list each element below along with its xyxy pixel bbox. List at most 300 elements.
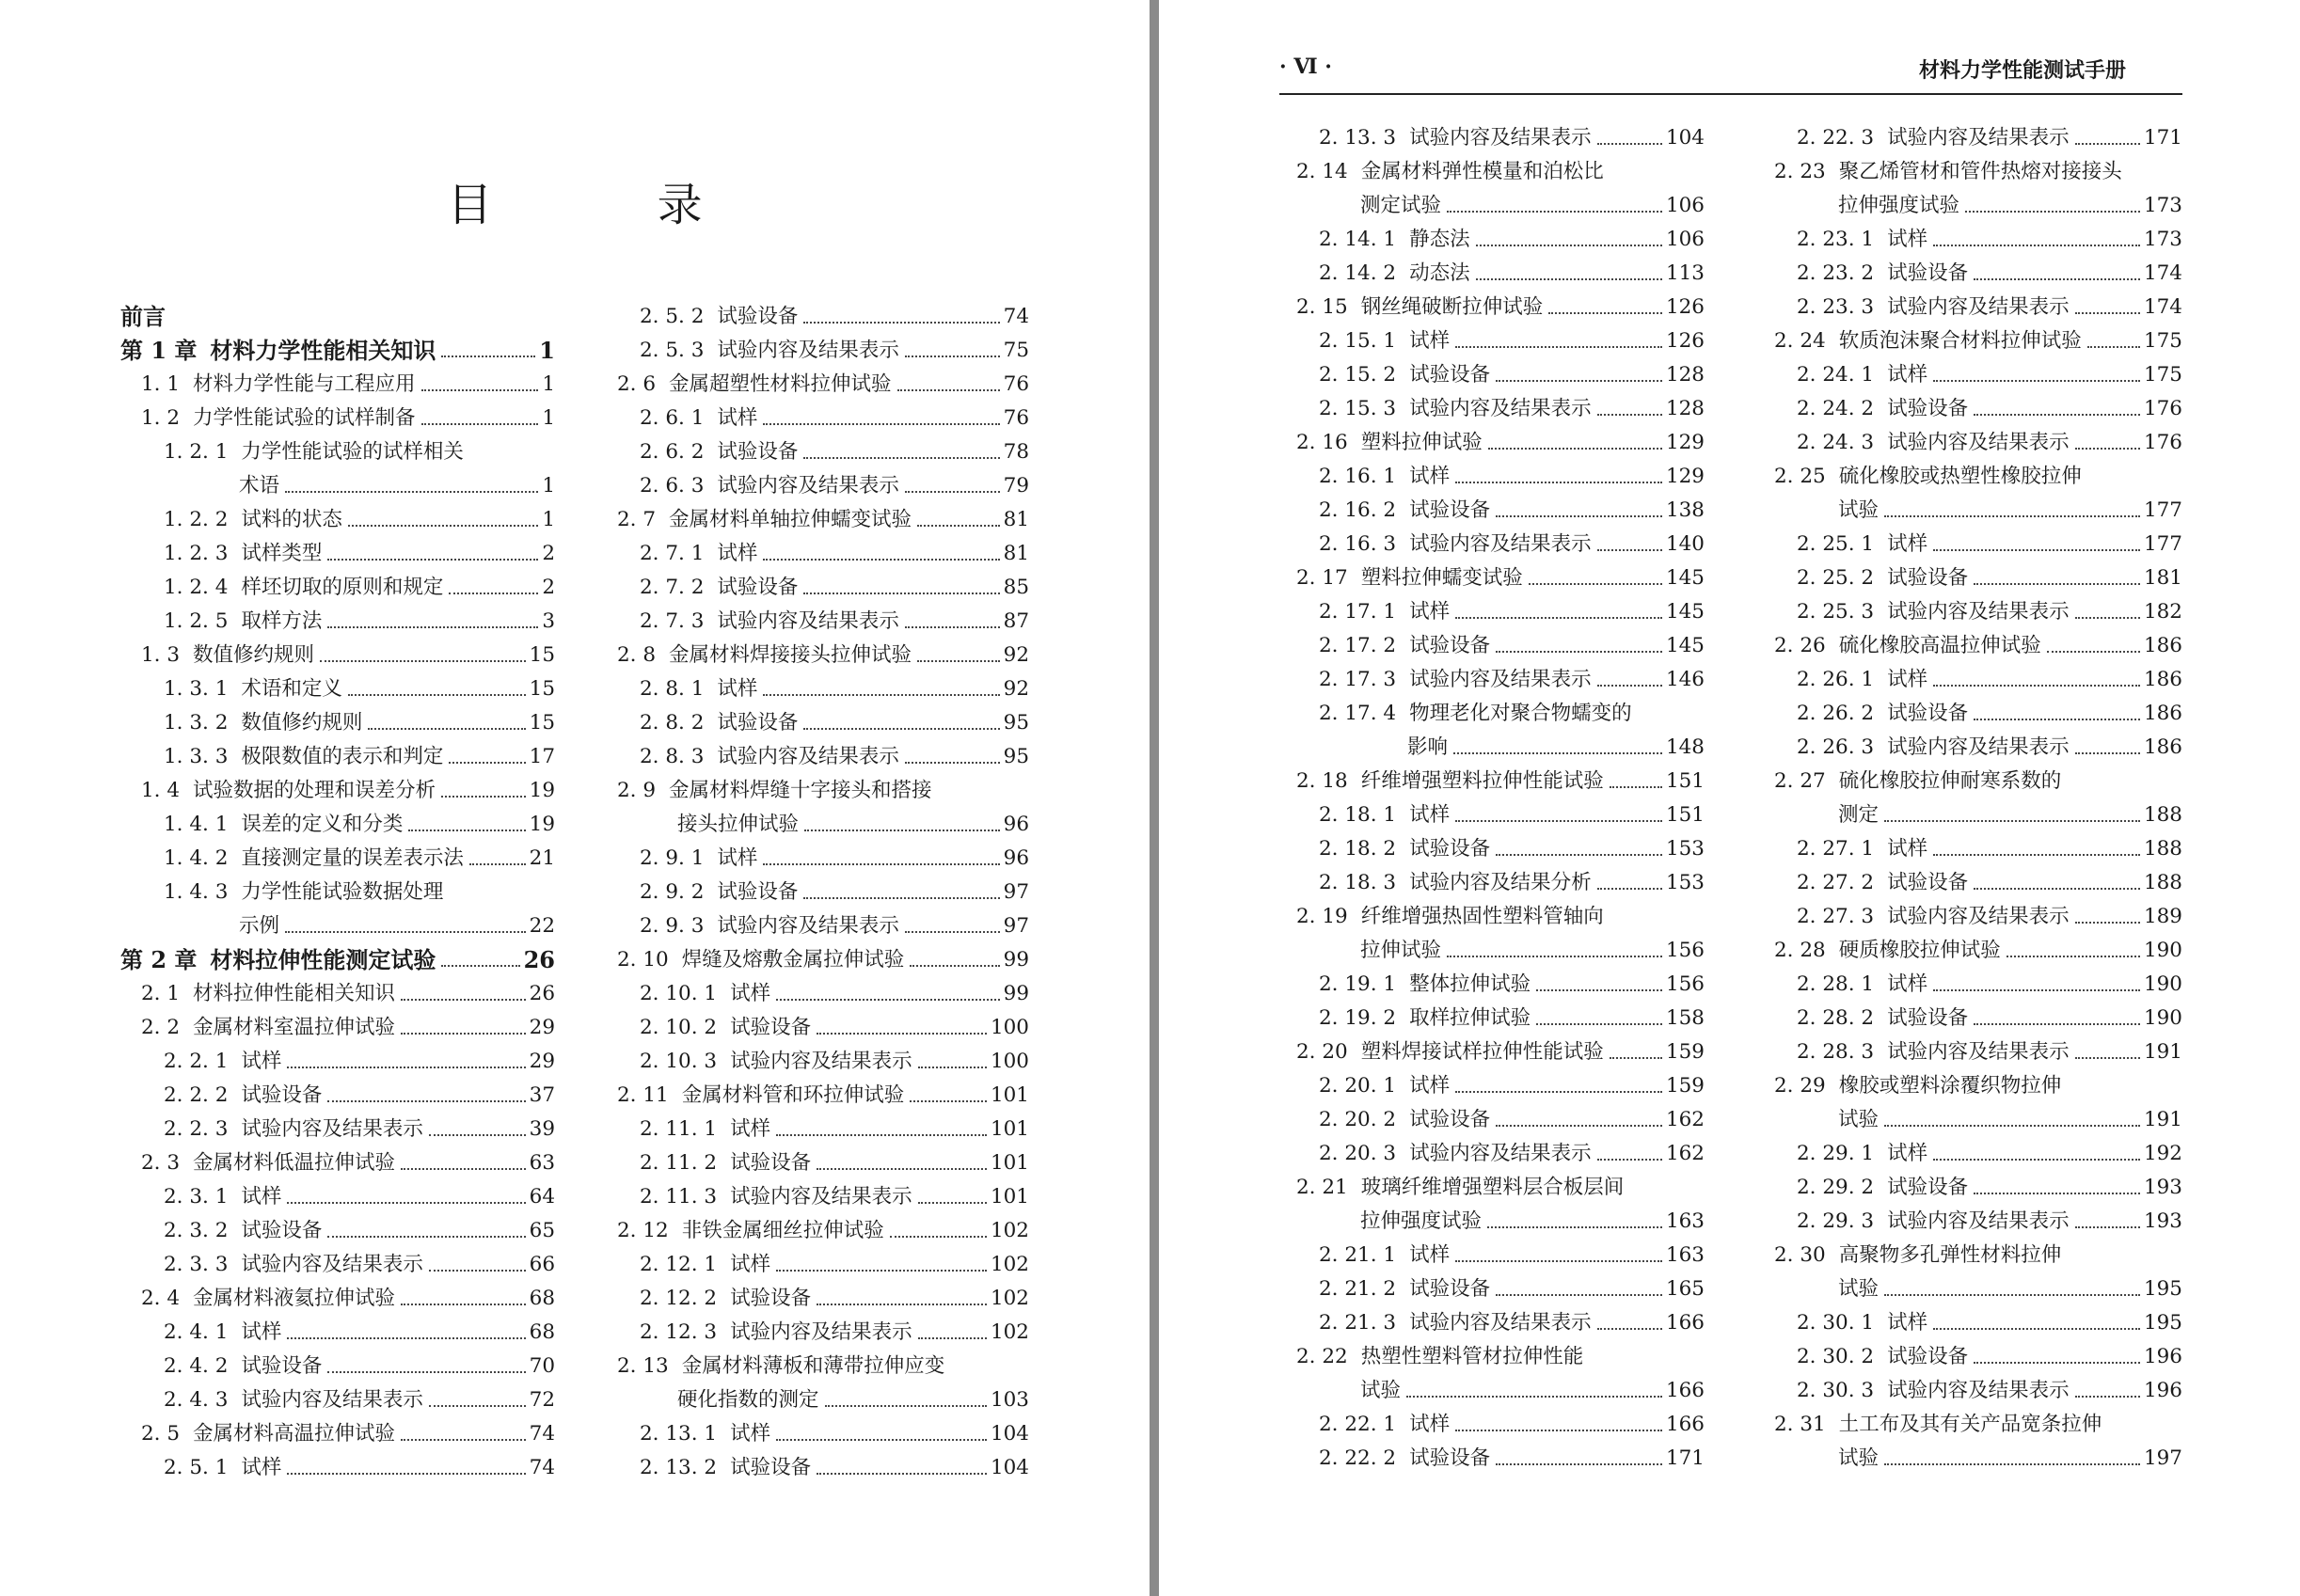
toc-entry-title: 金属材料高温拉伸试验 bbox=[193, 1422, 396, 1446]
toc-entry bbox=[617, 296, 1029, 330]
toc-entry-number: 2. 6. 1 bbox=[640, 406, 705, 430]
toc-page-number: 156 bbox=[1665, 972, 1705, 996]
toc-entry bbox=[120, 838, 555, 872]
toc-entry-title: 试验内容及结果表示 bbox=[1887, 1379, 2070, 1402]
toc-entry bbox=[1296, 727, 1705, 761]
leader-dots bbox=[817, 1473, 987, 1475]
toc-entry-title: 试验 bbox=[1838, 1277, 1880, 1301]
toc-entry-number: 2. 8. 1 bbox=[640, 677, 705, 701]
leader-dots bbox=[1933, 854, 2140, 856]
toc-page-number: 174 bbox=[2143, 295, 2182, 319]
toc-entry-number: 2. 21. 3 bbox=[1319, 1311, 1397, 1335]
toc-entry-title: 试验设备 bbox=[717, 711, 799, 735]
toc-entry-title: 金属材料焊接接头拉伸试验 bbox=[669, 643, 912, 667]
toc-entry-title: 试验 bbox=[1838, 498, 1880, 522]
leader-dots bbox=[776, 1134, 987, 1136]
leader-dots bbox=[776, 1270, 987, 1272]
toc-entry-number: 2. 27. 2 bbox=[1797, 871, 1875, 894]
toc-entry-title: 试样 bbox=[1887, 1311, 1928, 1335]
toc-entry bbox=[617, 1041, 1029, 1075]
toc-chapter-entry bbox=[120, 940, 555, 973]
toc-page-number: 140 bbox=[1665, 532, 1705, 556]
toc-entry-title: 试验设备 bbox=[1887, 702, 1969, 725]
toc-entry-number: 2. 11. 3 bbox=[640, 1185, 718, 1209]
toc-entry bbox=[1296, 456, 1705, 490]
leader-dots bbox=[401, 1439, 526, 1441]
toc-entry-title: 试验设备 bbox=[241, 1219, 323, 1242]
toc-page-number: 104 bbox=[990, 1456, 1029, 1479]
toc-page-number: 138 bbox=[1665, 498, 1705, 522]
leader-dots bbox=[905, 491, 1000, 493]
leader-dots bbox=[1933, 549, 2140, 551]
leader-dots bbox=[1610, 786, 1662, 788]
toc-entry-title: 数值修约规则 bbox=[241, 711, 363, 735]
leader-dots bbox=[287, 1337, 525, 1339]
toc-entry bbox=[617, 398, 1029, 432]
toc-page-number: 148 bbox=[1665, 735, 1705, 759]
toc-entry-number: 2. 15 bbox=[1296, 295, 1348, 319]
toc-entry-title: 软质泡沫聚合材料拉伸试验 bbox=[1838, 329, 2082, 353]
toc-entry-number: 2. 23 bbox=[1774, 160, 1826, 183]
leader-dots bbox=[2075, 922, 2140, 924]
leader-dots bbox=[327, 626, 538, 628]
toc-entry bbox=[1296, 1201, 1705, 1235]
toc-page-number: 188 bbox=[2143, 803, 2182, 827]
toc-page-number: 186 bbox=[2143, 634, 2182, 657]
toc-entry-title: 金属材料弹性模量和泊松比 bbox=[1360, 160, 1604, 183]
toc-entry-title: 测定 bbox=[1838, 803, 1880, 827]
toc-entry-title: 静态法 bbox=[1409, 228, 1470, 251]
toc-entry-title: 试验内容及结果表示 bbox=[1409, 532, 1592, 556]
toc-entry-number: 2. 12 bbox=[617, 1219, 669, 1242]
toc-page-number: 153 bbox=[1665, 837, 1705, 861]
toc-entry-number: 2. 30. 3 bbox=[1797, 1379, 1875, 1402]
toc-entry-title: 拉伸强度试验 bbox=[1838, 194, 1960, 217]
toc-entry bbox=[1296, 219, 1705, 253]
toc-entry bbox=[120, 466, 555, 499]
toc-page-number: 165 bbox=[1665, 1277, 1705, 1301]
toc-page-number: 162 bbox=[1665, 1142, 1705, 1165]
leader-dots bbox=[1974, 888, 2140, 890]
leader-dots bbox=[1455, 482, 1662, 483]
toc-entry bbox=[1296, 118, 1705, 151]
toc-entry-number: 2. 26 bbox=[1774, 634, 1826, 657]
toc-entry-title: 试验设备 bbox=[1409, 1277, 1491, 1301]
toc-entry bbox=[120, 1278, 555, 1312]
toc-entry-title: 材料拉伸性能测定试验 bbox=[210, 946, 436, 973]
toc-entry bbox=[1296, 490, 1705, 524]
toc-entry bbox=[617, 1278, 1029, 1312]
toc-page-number: 101 bbox=[990, 1117, 1029, 1141]
toc-page-number: 64 bbox=[529, 1185, 555, 1209]
toc-entry-title: 取样拉伸试验 bbox=[1409, 1006, 1531, 1030]
toc-entry-title: 试样 bbox=[1409, 600, 1451, 624]
leader-dots bbox=[287, 1202, 525, 1204]
toc-entry bbox=[120, 567, 555, 601]
toc-column-right-1 bbox=[1296, 118, 1705, 1472]
leader-dots bbox=[2075, 1396, 2140, 1398]
toc-entry-number: 2. 22 bbox=[1296, 1345, 1348, 1368]
toc-page-number: 190 bbox=[2143, 1006, 2182, 1030]
toc-page-number: 195 bbox=[2143, 1311, 2182, 1335]
toc-entry-title: 硬质橡胶拉伸试验 bbox=[1838, 939, 2001, 962]
leader-dots bbox=[1974, 719, 2140, 720]
toc-entry-number: 2. 24. 1 bbox=[1797, 363, 1875, 387]
toc-entry-title: 试验内容及结果表示 bbox=[1887, 126, 2070, 150]
toc-entry bbox=[1296, 625, 1705, 659]
toc-page-number: 101 bbox=[990, 1083, 1029, 1107]
leader-dots bbox=[327, 1100, 525, 1102]
leader-dots bbox=[449, 762, 525, 764]
toc-entry-number: 2. 9. 2 bbox=[640, 880, 705, 904]
toc-entry-number: 1. 2. 1 bbox=[164, 440, 229, 464]
toc-entry-title: 试样 bbox=[717, 677, 758, 701]
toc-entry-title: 金属材料管和环拉伸试验 bbox=[681, 1083, 905, 1107]
leader-dots bbox=[897, 389, 1000, 391]
leader-dots bbox=[348, 525, 538, 527]
toc-entry bbox=[120, 499, 555, 533]
toc-page-number: 113 bbox=[1665, 261, 1705, 285]
toc-page-number: 26 bbox=[523, 946, 555, 973]
toc-entry-title: 橡胶或塑料涂覆织物拉伸 bbox=[1838, 1074, 2062, 1098]
toc-entry-title: 试样 bbox=[241, 1185, 282, 1209]
toc-page-number: 101 bbox=[990, 1151, 1029, 1175]
leader-dots bbox=[320, 660, 526, 662]
toc-page-number: 19 bbox=[529, 813, 555, 836]
toc-entry-title: 试验内容及结果分析 bbox=[1409, 871, 1592, 894]
toc-entry-number: 2. 17. 4 bbox=[1319, 702, 1397, 725]
toc-entry-title: 试验设备 bbox=[1887, 1345, 1969, 1368]
toc-entry bbox=[617, 1244, 1029, 1278]
toc-entry-number: 2. 8. 2 bbox=[640, 711, 705, 735]
toc-entry-number: 2. 10. 1 bbox=[640, 982, 718, 1005]
leader-dots bbox=[1496, 854, 1662, 856]
toc-entry bbox=[617, 906, 1029, 940]
toc-page-number: 29 bbox=[529, 1050, 555, 1073]
toc-entry-title: 试验内容及结果表示 bbox=[1409, 1311, 1592, 1335]
toc-page-number: 15 bbox=[529, 677, 555, 701]
toc-page-number: 159 bbox=[1665, 1074, 1705, 1098]
toc-chapter-entry bbox=[120, 330, 555, 364]
toc-entry-title: 试验设备 bbox=[730, 1151, 812, 1175]
toc-entry bbox=[120, 703, 555, 736]
toc-entry bbox=[120, 1109, 555, 1143]
toc-page-number: 17 bbox=[529, 745, 555, 768]
toc-entry-number: 2. 4. 2 bbox=[164, 1354, 229, 1378]
toc-entry-number: 2. 10. 3 bbox=[640, 1050, 718, 1073]
toc-page-number: 15 bbox=[529, 643, 555, 667]
toc-entry-number: 2. 10 bbox=[617, 948, 669, 972]
leader-dots bbox=[1933, 685, 2140, 687]
toc-entry bbox=[1296, 964, 1705, 998]
toc-page-number: 163 bbox=[1665, 1243, 1705, 1267]
toc-entry bbox=[1774, 1235, 2182, 1269]
toc-entry bbox=[1774, 727, 2182, 761]
toc-entry-title: 纤维增强热固性塑料管轴向 bbox=[1360, 905, 1604, 928]
toc-column-left-2 bbox=[617, 296, 1029, 1481]
toc-entry-number: 2. 13. 3 bbox=[1319, 126, 1397, 150]
leader-dots bbox=[905, 356, 1000, 357]
leader-dots bbox=[763, 863, 999, 865]
toc-entry-number: 2. 5. 2 bbox=[640, 305, 705, 328]
toc-entry-number: 2. 20. 1 bbox=[1319, 1074, 1397, 1098]
leader-dots bbox=[825, 1405, 987, 1407]
toc-entry-title: 接头拉伸试验 bbox=[677, 813, 800, 836]
leader-dots bbox=[890, 1236, 987, 1238]
toc-page-number: 100 bbox=[990, 1050, 1029, 1073]
toc-entry bbox=[1774, 1269, 2182, 1303]
toc-entry-number: 第 1 章 bbox=[120, 337, 198, 364]
toc-entry-title: 试验内容及结果表示 bbox=[730, 1320, 912, 1344]
toc-entry bbox=[1774, 625, 2182, 659]
toc-entry-number: 2. 18. 3 bbox=[1319, 871, 1397, 894]
toc-entry bbox=[617, 1380, 1029, 1414]
toc-page-number: 191 bbox=[2143, 1040, 2182, 1064]
toc-entry-title: 直接测定量的误差表示法 bbox=[241, 846, 464, 870]
leader-dots bbox=[776, 999, 1000, 1001]
toc-entry bbox=[120, 736, 555, 770]
toc-entry bbox=[120, 1177, 555, 1210]
toc-entry bbox=[1296, 1438, 1705, 1472]
leader-dots bbox=[1536, 1023, 1662, 1025]
toc-entry-number: 2. 19 bbox=[1296, 905, 1348, 928]
toc-entry bbox=[1774, 355, 2182, 388]
leader-dots bbox=[1455, 820, 1662, 822]
toc-entry-number: 2. 21. 2 bbox=[1319, 1277, 1397, 1301]
toc-title: 目 录 bbox=[447, 179, 778, 231]
toc-entry-title: 数值修约规则 bbox=[193, 643, 315, 667]
leader-dots bbox=[1476, 245, 1662, 246]
toc-page-number: 81 bbox=[1003, 542, 1029, 565]
toc-entry-title: 试验设备 bbox=[241, 1354, 323, 1378]
leader-dots bbox=[287, 1473, 525, 1475]
leader-dots bbox=[1933, 380, 2140, 382]
toc-entry bbox=[120, 398, 555, 432]
toc-entry-number: 2. 16. 1 bbox=[1319, 465, 1397, 488]
toc-page-number: 21 bbox=[529, 846, 555, 870]
toc-entry-number: 2. 24 bbox=[1774, 329, 1826, 353]
leader-dots bbox=[803, 322, 999, 324]
toc-entry bbox=[1296, 253, 1705, 287]
toc-page-number: 96 bbox=[1003, 846, 1029, 870]
toc-entry-number: 2. 9 bbox=[617, 779, 657, 802]
toc-entry-title: 试验设备 bbox=[730, 1287, 812, 1310]
toc-entry-title: 试验设备 bbox=[717, 305, 799, 328]
toc-entry bbox=[1774, 1032, 2182, 1066]
toc-page-number: 129 bbox=[1665, 431, 1705, 454]
toc-entry-title: 塑料焊接试样拉伸性能试验 bbox=[1360, 1040, 1604, 1064]
toc-entry bbox=[120, 1007, 555, 1041]
leader-dots bbox=[1597, 685, 1662, 687]
leader-dots bbox=[1597, 1159, 1662, 1161]
leader-dots bbox=[327, 1236, 525, 1238]
toc-entry-title: 硫化橡胶高温拉伸试验 bbox=[1838, 634, 2041, 657]
leader-dots bbox=[421, 389, 539, 391]
toc-page-number: 104 bbox=[1665, 126, 1705, 150]
toc-entry-number: 2. 22. 2 bbox=[1319, 1446, 1397, 1470]
toc-page-number: 66 bbox=[529, 1253, 555, 1276]
toc-entry-title: 力学性能试验的试样相关 bbox=[241, 440, 464, 464]
toc-entry-title: 金属超塑性材料拉伸试验 bbox=[669, 372, 892, 396]
toc-entry-title: 术语 bbox=[239, 474, 280, 498]
toc-entry-number: 2. 12. 2 bbox=[640, 1287, 718, 1310]
leader-dots bbox=[1933, 1328, 2140, 1330]
toc-entry bbox=[1296, 1269, 1705, 1303]
leader-dots bbox=[1447, 211, 1662, 213]
toc-entry-number: 1. 2. 3 bbox=[164, 542, 229, 565]
leader-dots bbox=[401, 1168, 526, 1170]
leader-dots bbox=[401, 1304, 526, 1305]
leader-dots bbox=[441, 965, 519, 967]
toc-page-number: 1 bbox=[542, 474, 555, 498]
leader-dots bbox=[1453, 752, 1662, 754]
toc-entry-title: 聚乙烯管材和管件热熔对接接头 bbox=[1838, 160, 2122, 183]
toc-entry-title: 试样 bbox=[241, 1050, 282, 1073]
toc-entry-number: 2. 25. 2 bbox=[1797, 566, 1875, 590]
toc-page-number: 99 bbox=[1003, 948, 1029, 972]
toc-entry-title: 误差的定义和分类 bbox=[241, 813, 404, 836]
toc-entry bbox=[120, 1244, 555, 1278]
toc-entry bbox=[617, 635, 1029, 669]
toc-entry bbox=[120, 973, 555, 1007]
leader-dots bbox=[817, 1168, 987, 1170]
toc-entry bbox=[120, 364, 555, 398]
toc-entry-title: 动态法 bbox=[1409, 261, 1470, 285]
toc-entry-number: 2. 7 bbox=[617, 508, 657, 531]
toc-entry-number: 2. 27. 3 bbox=[1797, 905, 1875, 928]
leader-dots bbox=[1884, 1125, 2140, 1127]
toc-page-number: 97 bbox=[1003, 880, 1029, 904]
toc-entry-title: 试验设备 bbox=[1409, 1446, 1491, 1470]
toc-entry-number: 1. 4. 2 bbox=[164, 846, 229, 870]
toc-entry-title: 示例 bbox=[239, 914, 280, 938]
leader-dots bbox=[1965, 211, 2140, 213]
toc-entry-title: 试料的状态 bbox=[241, 508, 342, 531]
toc-entry-title: 试样 bbox=[1887, 228, 1928, 251]
toc-page-number: 68 bbox=[529, 1320, 555, 1344]
toc-entry-number: 2. 19. 2 bbox=[1319, 1006, 1397, 1030]
toc-entry-title: 试验数据的处理和误差分析 bbox=[193, 779, 436, 802]
toc-entry-number: 2. 25. 1 bbox=[1797, 532, 1875, 556]
toc-entry bbox=[1296, 693, 1705, 727]
toc-entry-number: 2. 25 bbox=[1774, 465, 1826, 488]
toc-entry-number: 2. 17. 2 bbox=[1319, 634, 1397, 657]
toc-entry-title: 材料拉伸性能相关知识 bbox=[193, 982, 396, 1005]
toc-page-number: 65 bbox=[529, 1219, 555, 1242]
toc-entry bbox=[617, 1346, 1029, 1380]
toc-page-number: 166 bbox=[1665, 1311, 1705, 1335]
toc-entry bbox=[1774, 185, 2182, 219]
toc-entry-number: 2. 29 bbox=[1774, 1074, 1826, 1098]
toc-page-number: 166 bbox=[1665, 1413, 1705, 1436]
toc-entry-number: 2. 3 bbox=[141, 1151, 181, 1175]
toc-page-number: 188 bbox=[2143, 871, 2182, 894]
toc-entry bbox=[1774, 930, 2182, 964]
toc-entry bbox=[1296, 862, 1705, 896]
toc-entry-title: 热塑性塑料管材拉伸性能 bbox=[1360, 1345, 1584, 1368]
toc-entry bbox=[617, 533, 1029, 567]
toc-page-number: 101 bbox=[990, 1185, 1029, 1209]
toc-entry-title: 试验 bbox=[1838, 1446, 1880, 1470]
leader-dots bbox=[1496, 1125, 1662, 1127]
toc-page-number: 173 bbox=[2143, 194, 2182, 217]
leader-dots bbox=[2075, 752, 2140, 754]
toc-entry-title: 试验内容及结果表示 bbox=[1409, 126, 1592, 150]
toc-entry bbox=[1774, 456, 2182, 490]
toc-entry-number: 2. 31 bbox=[1774, 1413, 1826, 1436]
leader-dots bbox=[803, 897, 999, 899]
toc-entry-number: 2. 2 bbox=[141, 1016, 181, 1039]
leader-dots bbox=[287, 1067, 525, 1068]
toc-entry bbox=[1774, 829, 2182, 862]
toc-entry bbox=[1296, 998, 1705, 1032]
toc-entry-number: 1. 2. 2 bbox=[164, 508, 229, 531]
leader-dots bbox=[1974, 1362, 2140, 1364]
toc-entry-number: 2. 18. 2 bbox=[1319, 837, 1397, 861]
toc-entry-title: 试验设备 bbox=[1409, 837, 1491, 861]
toc-entry bbox=[1774, 321, 2182, 355]
toc-entry-title: 试验设备 bbox=[730, 1456, 812, 1479]
toc-entry-number: 2. 13 bbox=[617, 1354, 669, 1378]
toc-entry-number: 2. 2. 2 bbox=[164, 1083, 229, 1107]
leader-dots bbox=[2087, 346, 2140, 348]
toc-entry-number: 第 2 章 bbox=[120, 946, 198, 973]
toc-entry-number: 2. 18. 1 bbox=[1319, 803, 1397, 827]
toc-entry-number: 2. 30. 1 bbox=[1797, 1311, 1875, 1335]
toc-entry bbox=[1774, 422, 2182, 456]
leader-dots bbox=[1496, 1463, 1662, 1465]
toc-entry-title: 试验内容及结果表示 bbox=[1409, 1142, 1592, 1165]
toc-page-number: 2 bbox=[542, 576, 555, 599]
toc-entry-number: 2. 5. 3 bbox=[640, 339, 705, 362]
leader-dots bbox=[1406, 1396, 1662, 1398]
toc-entry-title: 试验设备 bbox=[1409, 634, 1491, 657]
toc-entry-title: 试验内容及结果表示 bbox=[717, 914, 899, 938]
toc-page-number: 159 bbox=[1665, 1040, 1705, 1064]
leader-dots bbox=[1496, 380, 1662, 382]
running-head bbox=[1279, 55, 2182, 88]
toc-entry-number: 2. 8. 3 bbox=[640, 745, 705, 768]
leader-dots bbox=[804, 830, 1000, 831]
toc-entry-number: 1. 3. 2 bbox=[164, 711, 229, 735]
leader-dots bbox=[803, 457, 999, 459]
toc-entry-number: 2. 17. 1 bbox=[1319, 600, 1397, 624]
leader-dots bbox=[1548, 312, 1662, 314]
toc-page-number: 96 bbox=[1003, 813, 1029, 836]
leader-dots bbox=[348, 694, 526, 696]
toc-entry-title: 试样 bbox=[1409, 1074, 1451, 1098]
toc-entry-title: 试验内容及结果表示 bbox=[241, 1253, 423, 1276]
toc-entry bbox=[120, 533, 555, 567]
toc-entry-title: 试样 bbox=[1887, 668, 1928, 691]
toc-entry-title: 试验内容及结果表示 bbox=[241, 1117, 423, 1141]
toc-page-number: 72 bbox=[529, 1388, 555, 1412]
leader-dots bbox=[1488, 448, 1662, 450]
toc-entry-title: 非铁金属细丝拉伸试验 bbox=[681, 1219, 884, 1242]
toc-page-number: 97 bbox=[1003, 914, 1029, 938]
toc-entry bbox=[1774, 693, 2182, 727]
toc-entry-title: 试验内容及结果表示 bbox=[730, 1050, 912, 1073]
toc-entry bbox=[120, 872, 555, 906]
toc-entry bbox=[617, 1177, 1029, 1210]
toc-entry-number: 2. 8 bbox=[617, 643, 657, 667]
toc-entry-title: 试验内容及结果表示 bbox=[717, 745, 899, 768]
toc-entry bbox=[1296, 1303, 1705, 1336]
toc-entry bbox=[1774, 388, 2182, 422]
toc-entry bbox=[1774, 490, 2182, 524]
toc-entry-number: 1. 3 bbox=[141, 643, 181, 667]
toc-entry bbox=[617, 1312, 1029, 1346]
